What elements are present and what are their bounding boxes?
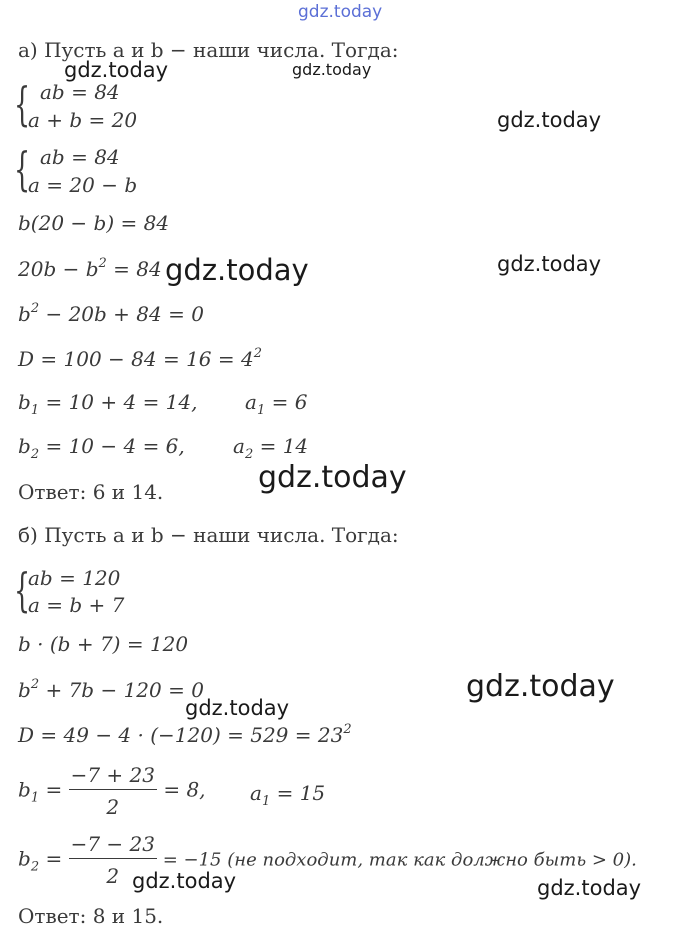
eq-part: = 8,: [156, 777, 206, 802]
subscript: 1: [256, 403, 266, 418]
eq-part: b: [18, 678, 31, 702]
subscript: 2: [30, 447, 40, 462]
exponent: 2: [30, 301, 40, 316]
root-b2: [18, 436, 185, 461]
system-equation: a = 20 − b: [28, 173, 138, 197]
fraction: [69, 764, 157, 818]
subscript: 1: [30, 790, 40, 806]
eq-part: + 7b − 120 = 0: [39, 678, 204, 702]
root-a2: [233, 436, 308, 461]
part-b-intro: б) Пусть a и b − наши числа. Тогда:: [18, 523, 399, 547]
eq-part: b: [18, 302, 31, 326]
root-b1: [18, 392, 198, 417]
watermark: gdz.today: [185, 696, 290, 720]
root-b1: [18, 764, 206, 818]
exponent: 2: [30, 677, 40, 692]
system-equation: ab = 120: [28, 566, 121, 590]
var: a: [245, 390, 257, 414]
eq-part: − 20b + 84 = 0: [39, 302, 204, 326]
equation: [18, 257, 162, 279]
numerator: −7 − 23: [69, 833, 157, 859]
denominator: 2: [106, 864, 120, 888]
var: a: [233, 434, 245, 458]
eq-part: = 10 + 4 = 14,: [39, 390, 198, 414]
numerator: −7 + 23: [69, 764, 157, 790]
root-b2: [18, 833, 637, 887]
equation: b · (b + 7) = 120: [18, 632, 189, 656]
var: b: [18, 846, 31, 871]
answer: Ответ: 6 и 14.: [18, 480, 164, 504]
eq-part: 20b − b: [18, 257, 99, 281]
eq-part: = 10 − 4 = 6,: [39, 434, 185, 458]
subscript: 2: [244, 447, 254, 462]
equation: b(20 − b) = 84: [18, 211, 170, 235]
exponent: 2: [253, 346, 263, 361]
eq-part: =: [39, 777, 69, 802]
system-brace: {: [14, 77, 31, 131]
var: b: [18, 777, 31, 802]
system-equation: a = b + 7: [28, 593, 125, 617]
discriminant: [18, 347, 262, 369]
watermark: gdz.today: [466, 669, 615, 704]
system-equation: ab = 84: [40, 80, 120, 104]
eq-part: =: [39, 846, 69, 871]
root-a1: [250, 783, 325, 808]
answer: Ответ: 8 и 15.: [18, 904, 164, 928]
system-brace: {: [14, 142, 31, 196]
subscript: 2: [30, 859, 40, 875]
system-equation: a + b = 20: [28, 108, 138, 132]
watermark: gdz.today: [258, 460, 407, 495]
eq-part: D = 100 − 84 = 16 = 4: [18, 347, 254, 371]
exponent: 2: [98, 256, 107, 271]
watermark: gdz.today: [298, 2, 383, 22]
watermark: gdz.today: [64, 58, 169, 82]
var: b: [18, 434, 31, 458]
watermark: gdz.today: [497, 252, 602, 276]
system-equation: ab = 84: [40, 145, 120, 169]
system-brace: {: [14, 563, 31, 617]
eq-part: = 6: [265, 390, 308, 414]
eq-part: = 84: [106, 257, 162, 281]
fraction: [69, 833, 157, 887]
watermark: gdz.today: [497, 108, 602, 132]
watermark: gdz.today: [132, 869, 237, 893]
watermark: gdz.today: [537, 876, 642, 900]
eq-part: = −15 (не подходит, так как должно быть > 0).: [156, 849, 637, 871]
part-a-intro: а) Пусть a и b − наши числа. Тогда:: [18, 38, 399, 62]
discriminant: [18, 723, 352, 745]
var: a: [250, 781, 262, 805]
equation: [18, 678, 204, 700]
eq-part: = 15: [270, 781, 326, 805]
denominator: 2: [106, 795, 120, 819]
exponent: 2: [343, 722, 352, 737]
var: b: [18, 390, 31, 414]
eq-part: D = 49 − 4 · (−120) = 529 = 23: [18, 723, 344, 747]
watermark: gdz.today: [165, 253, 309, 287]
eq-part: = 14: [253, 434, 309, 458]
root-a1: [245, 392, 307, 417]
subscript: 1: [30, 403, 40, 418]
equation: [18, 302, 204, 324]
subscript: 1: [261, 794, 271, 809]
watermark: gdz.today: [292, 60, 372, 79]
